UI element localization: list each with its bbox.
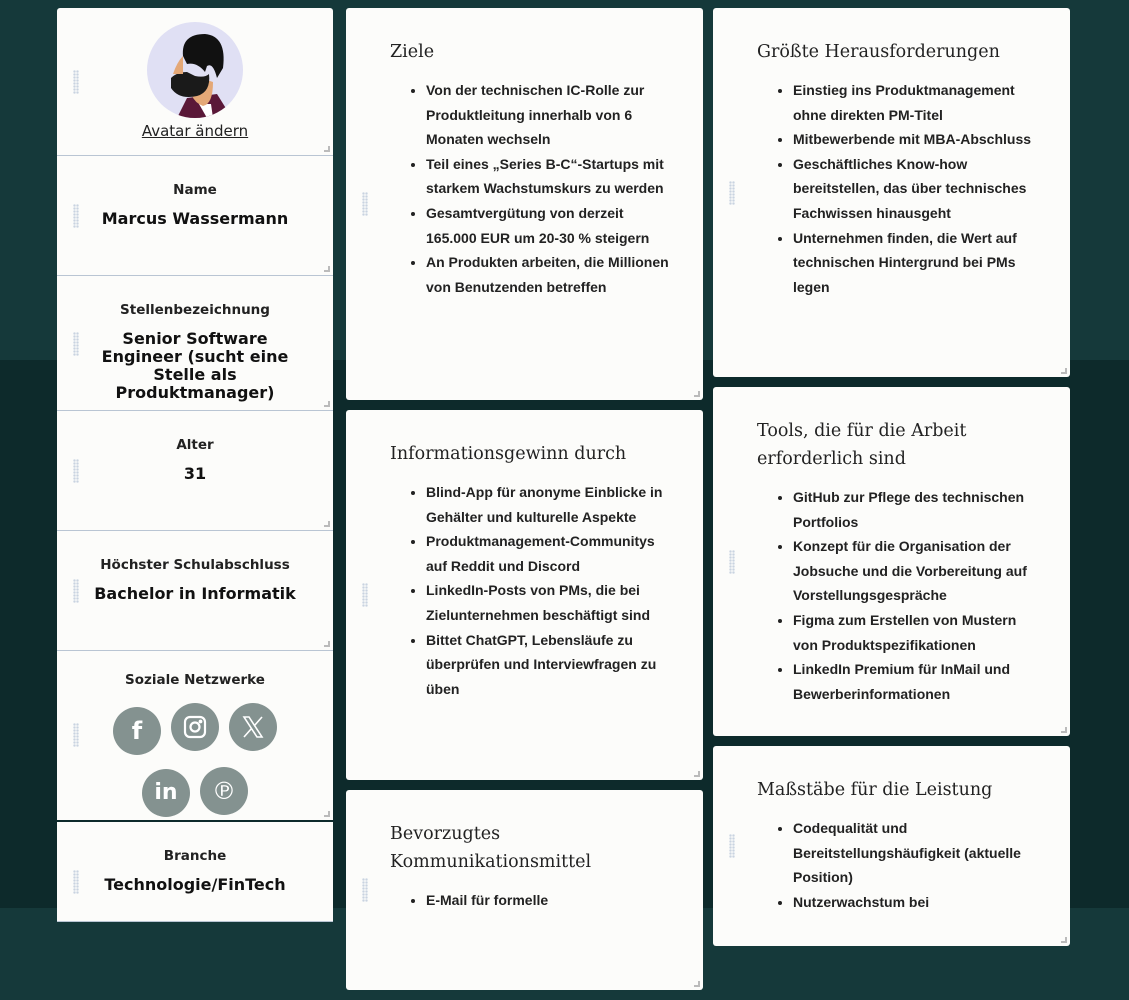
- field-label: Stellenbezeichnung: [120, 302, 270, 318]
- drag-handle-icon[interactable]: [729, 550, 735, 574]
- drag-handle-icon[interactable]: [73, 870, 79, 894]
- drag-handle-icon[interactable]: [362, 192, 368, 216]
- field-label: Name: [173, 182, 217, 198]
- resize-handle-icon[interactable]: [324, 266, 330, 272]
- card-list: [757, 816, 1036, 914]
- drag-handle-icon[interactable]: [362, 878, 368, 902]
- list-item: • Blind-App für anonyme Einblicke in Gehälter und kulturelle Aspekte: [426, 480, 669, 529]
- list-item: • Geschäftliches Know-how bereitstellen, das über technisches Fachwissen hinausgeht: [793, 152, 1036, 226]
- drag-handle-icon[interactable]: [73, 579, 79, 603]
- drag-handle-icon[interactable]: [73, 332, 79, 356]
- field-value: Bachelor in Informatik: [94, 584, 296, 603]
- x-icon[interactable]: [229, 703, 277, 751]
- list-item: • Produktmanagement-Communitys auf Reddit und Discord: [426, 529, 669, 578]
- field-label: Branche: [163, 848, 227, 864]
- list-item: • Teil eines „Series B-C“-Startups mit starkem Wachstumskurs zu werden: [426, 152, 669, 201]
- field-industry: [57, 822, 333, 922]
- field-age: [57, 411, 333, 531]
- drag-handle-icon[interactable]: [73, 459, 79, 483]
- card-title: Bevorzugtes Kommunikationsmittel: [390, 824, 592, 872]
- drag-handle-icon[interactable]: [729, 181, 735, 205]
- resize-handle-icon[interactable]: [694, 771, 700, 777]
- instagram-icon[interactable]: [171, 703, 219, 751]
- field-label: Alter: [176, 437, 214, 453]
- list-item: • Nutzerwachstum bei: [793, 890, 1036, 915]
- card-list: [390, 888, 669, 913]
- field-job-title: [57, 276, 333, 411]
- list-item: • Konzept für die Organisation der Jobsuche und die Vorbereitung auf Vorstellungsgespräche: [793, 534, 1036, 608]
- field-name: [57, 156, 333, 276]
- card-list: [390, 78, 669, 299]
- resize-handle-icon[interactable]: [694, 391, 700, 397]
- field-value: Marcus Wassermann: [101, 209, 289, 228]
- resize-handle-icon[interactable]: [324, 401, 330, 407]
- resize-handle-icon[interactable]: [1061, 937, 1067, 943]
- card-title: Ziele: [390, 42, 435, 62]
- list-item: • E-Mail für formelle: [426, 888, 669, 913]
- list-item: • Figma zum Erstellen von Mustern von Produktspezifikationen: [793, 608, 1036, 657]
- challenges-card: [713, 8, 1070, 377]
- facebook-icon[interactable]: f: [113, 707, 161, 755]
- list-item: • GitHub zur Pflege des technischen Portfolios: [793, 485, 1036, 534]
- card-list: [757, 78, 1036, 299]
- middle-column: [346, 8, 703, 1000]
- resize-handle-icon[interactable]: [324, 521, 330, 527]
- social-card: [57, 651, 333, 822]
- field-value: 31: [183, 464, 207, 483]
- list-item: • LinkedIn-Posts von PMs, die bei Zielunternehmen beschäftigt sind: [426, 578, 669, 627]
- list-item: • Mitbewerbende mit MBA-Abschluss: [793, 127, 1036, 152]
- list-item: • Codequalität und Bereitstellungshäufigkeit (aktuelle Position): [793, 816, 1036, 890]
- drag-handle-icon[interactable]: [362, 583, 368, 607]
- list-item: • Von der technischen IC-Rolle zur Produktleitung innerhalb von 6 Monaten wechseln: [426, 78, 669, 152]
- list-item: • An Produkten arbeiten, die Millionen von Benutzenden betreffen: [426, 250, 669, 299]
- avatar: [147, 22, 243, 118]
- card-title: Größte Herausforderungen: [757, 42, 1000, 62]
- right-column: [713, 8, 1070, 956]
- card-title: Maßstäbe für die Leistung: [757, 780, 993, 800]
- resize-handle-icon[interactable]: [324, 146, 330, 152]
- field-education: [57, 531, 333, 651]
- resize-handle-icon[interactable]: [1061, 368, 1067, 374]
- goals-card: [346, 8, 703, 400]
- list-item: • Unternehmen finden, die Wert auf technischen Hintergrund bei PMs legen: [793, 226, 1036, 300]
- field-label: Höchster Schulabschluss: [100, 557, 290, 573]
- card-list: [757, 485, 1036, 706]
- resize-handle-icon[interactable]: [1061, 727, 1067, 733]
- card-title: Tools, die für die Arbeit erforderlich sind: [757, 421, 967, 469]
- list-item: • Bittet ChatGPT, Lebensläufe zu überprüfen und Interviewfragen zu üben: [426, 628, 669, 702]
- linkedin-icon[interactable]: in: [142, 769, 190, 817]
- list-item: • LinkedIn Premium für InMail und Bewerberinformationen: [793, 657, 1036, 706]
- list-item: • Einstieg ins Produktmanagement ohne direkten PM-Titel: [793, 78, 1036, 127]
- change-avatar-link[interactable]: Avatar ändern: [141, 122, 249, 140]
- drag-handle-icon[interactable]: [73, 723, 79, 747]
- drag-handle-icon[interactable]: [73, 70, 79, 94]
- tools-card: [713, 387, 1070, 736]
- drag-handle-icon[interactable]: [73, 204, 79, 228]
- resize-handle-icon[interactable]: [324, 811, 330, 817]
- field-value: Senior Software Engineer (sucht eine Stelle als Produktmanager): [101, 329, 289, 402]
- resize-handle-icon[interactable]: [694, 981, 700, 987]
- card-title: Informationsgewinn durch: [390, 444, 627, 464]
- info-sources-card: [346, 410, 703, 780]
- avatar-card: [57, 8, 333, 156]
- resize-handle-icon[interactable]: [324, 641, 330, 647]
- card-list: [390, 480, 669, 701]
- field-value: Technologie/FinTech: [104, 875, 286, 894]
- pinterest-icon[interactable]: ℗: [200, 767, 248, 815]
- drag-handle-icon[interactable]: [729, 834, 735, 858]
- field-label: Soziale Netzwerke: [125, 672, 265, 688]
- profile-column: [57, 8, 333, 922]
- metrics-card: [713, 746, 1070, 946]
- list-item: • Gesamtvergütung von derzeit 165.000 EUR um 20-30 % steigern: [426, 201, 669, 250]
- communication-card: [346, 790, 703, 990]
